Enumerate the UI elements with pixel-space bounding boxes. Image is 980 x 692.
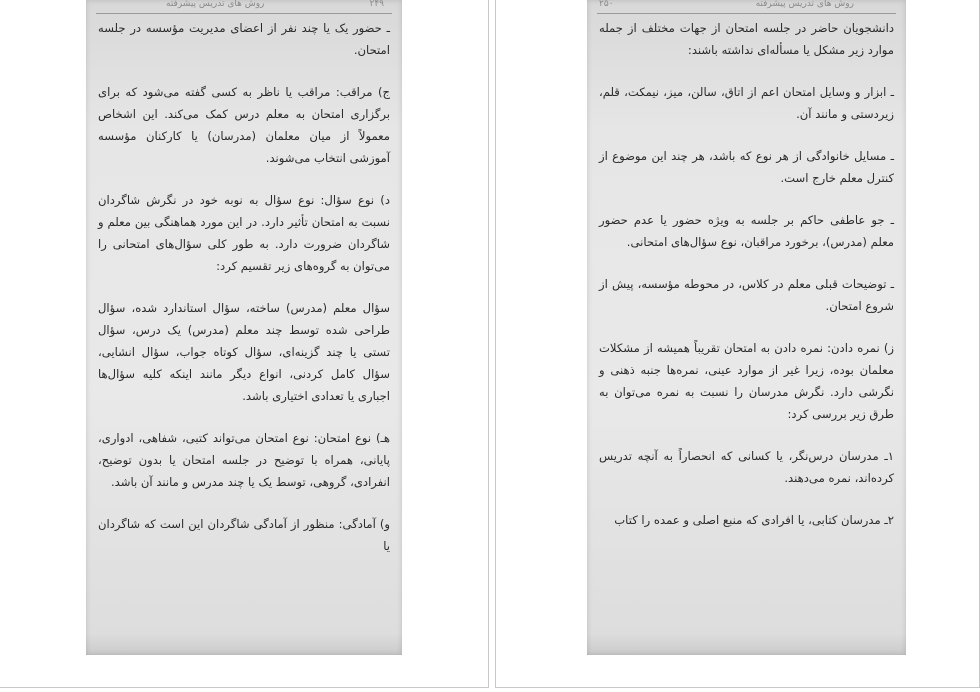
paragraph: ۱ـ مدرسان درس‌نگر، یا کسانی که انحصاراً به آنچه تدریس کرده‌اند، نمره می‌دهند.	[599, 449, 894, 485]
paragraph: ـ توضیحات قبلی معلم در کلاس، در محوطه مؤسسه، پیش از شروع امتحان.	[599, 277, 894, 313]
paragraph: ۲ـ مدرسان کتابی، یا افرادی که منبع اصلی و عمده را کتاب	[614, 513, 894, 527]
page-text	[587, 14, 906, 531]
paragraph: ـ جو عاطفی حاکم بر جلسه به ویژه حضور یا عدم حضور معلم (مدرس)، برخورد مراقبان، نوع سؤال‌های امتحانی.	[599, 213, 894, 249]
paragraph: و) آمادگی: منظور از آمادگی شاگردان این است که شاگردان یا	[98, 517, 390, 553]
paragraph: ز) نمره دادن: نمره دادن به امتحان تقریباً همیشه از مشکلات معلمان بوده، زیرا غیر از موارد عینی، نمره‌ها جنبه ذهنی و نگرشی دارد. نگرش مدرسان را نسبت به نمره می‌توان به طرق زیر بررسی کرد:	[599, 341, 894, 421]
page-shadow	[86, 633, 402, 655]
paragraph: سؤال معلم (مدرس) ساخته، سؤال استاندارد شده، سؤال طراحی شده توسط چند معلم (مدرس) یک درس، سؤال تستی یا چند گزینه‌ای، سؤال کوتاه جواب، سؤال انشایی، سؤال کامل کردنی، انواع دیگر مانند اینکه کلیه سؤال‌ها اجباری یا تعدادی اختیاری باشد.	[98, 301, 390, 403]
page-header	[597, 0, 896, 14]
page-text	[86, 14, 402, 557]
page-header	[96, 0, 392, 14]
page-shadow	[587, 633, 906, 655]
paragraph: ـ ابزار و وسایل امتحان اعم از اتاق، سالن، میز، نیمکت، قلم، زیردستی و مانند آن.	[599, 85, 894, 121]
running-title: روش های تدریس پیشرفته	[755, 0, 854, 9]
running-title: روش های تدریس پیشرفته	[166, 0, 265, 9]
page-number: ۲۴۹	[369, 0, 384, 9]
page-249	[86, 0, 402, 655]
right-page-pane	[495, 0, 980, 688]
left-page-pane	[0, 0, 489, 688]
paragraph: ـ حضور یک یا چند نفر از اعضای مدیریت مؤسسه در جلسه امتحان.	[98, 21, 390, 57]
page-250	[587, 0, 906, 655]
paragraph: ج) مراقب: مراقب یا ناظر به کسی گفته می‌شود که برای برگزاری امتحان به معلم درس کمک می‌کند. این اشخاص معمولاً از میان معلمان (مدرسان) یا کارکنان مؤسسه آموزشی انتخاب می‌شوند.	[98, 85, 390, 165]
page-number: ۲۵۰	[599, 0, 614, 9]
paragraph: دانشجویان حاضر در جلسه امتحان از جهات مختلف از جمله موارد زیر مشکل یا مسأله‌ای نداشته باشند:	[599, 21, 894, 57]
paragraph: ـ مسایل خانوادگی از هر نوع که باشد، هر چند این موضوع از کنترل معلم خارج است.	[599, 149, 894, 185]
paragraph: د) نوع سؤال: نوع سؤال به نوبه خود در نگرش شاگردان نسبت به امتحان تأثیر دارد. در این مورد هماهنگی بین معلم و شاگردان ضرورت دارد. به طور کلی سؤال‌های امتحانی را می‌توان به گروه‌های زیر تقسیم کرد:	[98, 193, 390, 273]
paragraph: هـ) نوع امتحان: نوع امتحان می‌تواند کتبی، شفاهی، ادواری، پایانی، همراه با توضیح در جلسه امتحان یا بدون توضیح، انفرادی، گروهی، توسط یک یا چند مدرس و مانند آن باشد.	[98, 431, 390, 489]
